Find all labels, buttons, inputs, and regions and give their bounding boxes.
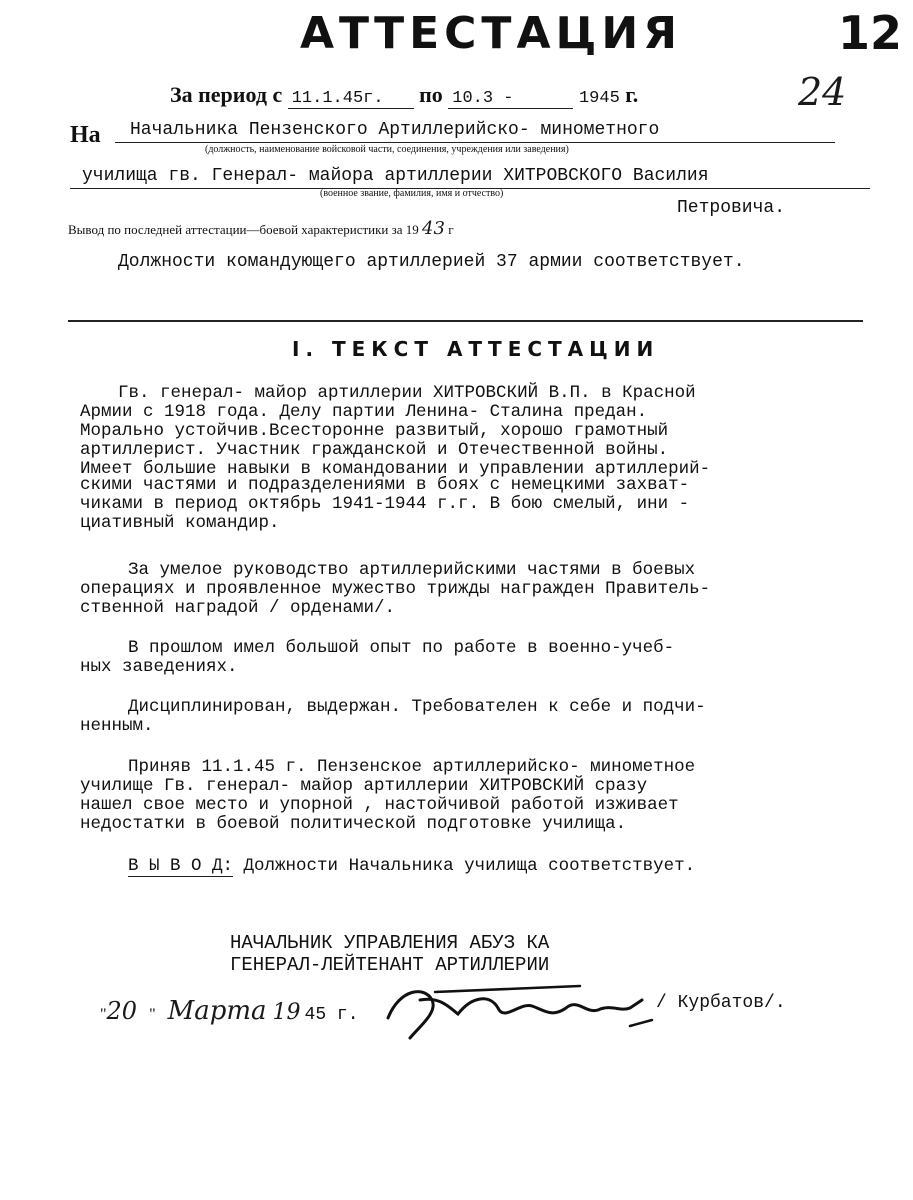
recipient-caption-2: (военное звание, фамилия, имя и отчество) [320, 188, 504, 199]
period-year: 1945 [578, 89, 620, 108]
last-attestation-label [68, 218, 454, 239]
paragraph-line: Имеет большие навыки в командовании и управлении артиллерий- [80, 459, 711, 479]
conclusion [128, 857, 695, 876]
paragraph-3 [80, 639, 674, 677]
paragraph-line: ных заведениях. [80, 657, 238, 677]
recipient-line-3: Петровича. [677, 198, 786, 218]
last-attestation-label-text: Вывод по последней аттестации—боевой характеристики за 19 [68, 222, 419, 237]
handwritten-signature [380, 978, 670, 1048]
paragraph-line: Приняв 11.1.45 г. Пензенское артиллерийско- минометное [128, 757, 696, 777]
date-year-hand: 19 [272, 1000, 301, 1025]
period-prefix: За период с [170, 82, 283, 107]
date-year-typed: 45 г. [304, 1005, 359, 1025]
paragraph-line: чиками в период октябрь 1941-1944 г.г. В бою смелый, ини - [80, 494, 690, 514]
last-attestation-suffix: г [448, 222, 454, 237]
pencil-annotation: 24 [798, 70, 847, 114]
page-number: 12 [838, 6, 903, 60]
paragraph-line: операциях и проявленное мужество трижды награжден Правитель- [80, 579, 711, 599]
paragraph-line: За умелое руководство артиллерийскими частями в боевых [128, 560, 696, 580]
paragraph-5 [80, 758, 695, 834]
recipient-label: На [70, 122, 101, 148]
period-suffix: г. [625, 82, 639, 107]
paragraph-line: ственной наградой / орденами/. [80, 598, 396, 618]
period-from: 11.1.45г. [288, 89, 414, 109]
signatory-name: / Курбатов/. [656, 993, 786, 1013]
recipient-line-1: Начальника Пензенского Артиллерийско- минометного [130, 120, 660, 140]
period-line [170, 82, 638, 108]
last-attestation-year: 43 [422, 218, 445, 239]
signatory-line-1: НАЧАЛЬНИК УПРАВЛЕНИЯ АБУЗ КА [230, 932, 550, 954]
paragraph-line: Морально устойчив.Всесторонне развитый, хорошо грамотный [80, 421, 669, 441]
recipient-caption-1: (должность, наименование войсковой части, соединения, учреждения или заведения) [205, 144, 569, 155]
document-title: АТТЕСТАЦИЯ [300, 8, 683, 59]
paragraph-line: недостатки в боевой политической подготовке училища. [80, 814, 627, 834]
period-to: 10.3 - [448, 89, 573, 109]
recipient-line-2: училища гв. Генерал- майора артиллерии ХИТРОВСКОГО Василия [82, 166, 709, 186]
paragraph-line: В прошлом имел большой опыт по работе в военно-учеб- [128, 638, 675, 658]
paragraph-2 [80, 561, 710, 618]
paragraph-line: Гв. генерал- майор артиллерии ХИТРОВСКИЙ В.П. в Красной [118, 383, 696, 403]
paragraph-line: артиллерист. Участник гражданской и Отечественной войны. [80, 440, 669, 460]
period-mid: по [419, 82, 443, 107]
conclusion-label: В Ы В О Д: [128, 856, 234, 876]
paragraph-line: ненным. [80, 716, 154, 736]
date-month: Марта [167, 996, 267, 1026]
signatory-line-2: ГЕНЕРАЛ-ЛЕЙТЕНАНТ АРТИЛЛЕРИИ [230, 954, 550, 976]
conclusion-text: Должности Начальника училища соответствует. [243, 856, 696, 876]
signature-date: "20 " Марта 19 45 г. [100, 996, 359, 1026]
paragraph-line: Дисциплинирован, выдержан. Требователен к себе и подчи- [128, 697, 706, 717]
last-attestation-text: Должности командующего артиллерией 37 армии соответствует. [118, 252, 745, 272]
paragraph-line: Армии с 1918 года. Делу партии Ленина- Сталина предан. [80, 402, 648, 422]
paragraph-1 [80, 384, 710, 533]
paragraph-4 [80, 698, 706, 736]
section-title: I. ТЕКСТ АТТЕСТАЦИИ [292, 337, 660, 361]
date-day: 20 [106, 997, 138, 1025]
paragraph-line: училище Гв. генерал- майор артиллерии ХИТРОВСКИЙ сразу [80, 776, 648, 796]
paragraph-line: циативный командир. [80, 513, 280, 533]
paragraph-line: скими частями и подразделениями в боях с немецкими захват- [80, 475, 690, 495]
paragraph-line: нашел свое место и упорной , настойчивой работой изживает [80, 795, 679, 815]
